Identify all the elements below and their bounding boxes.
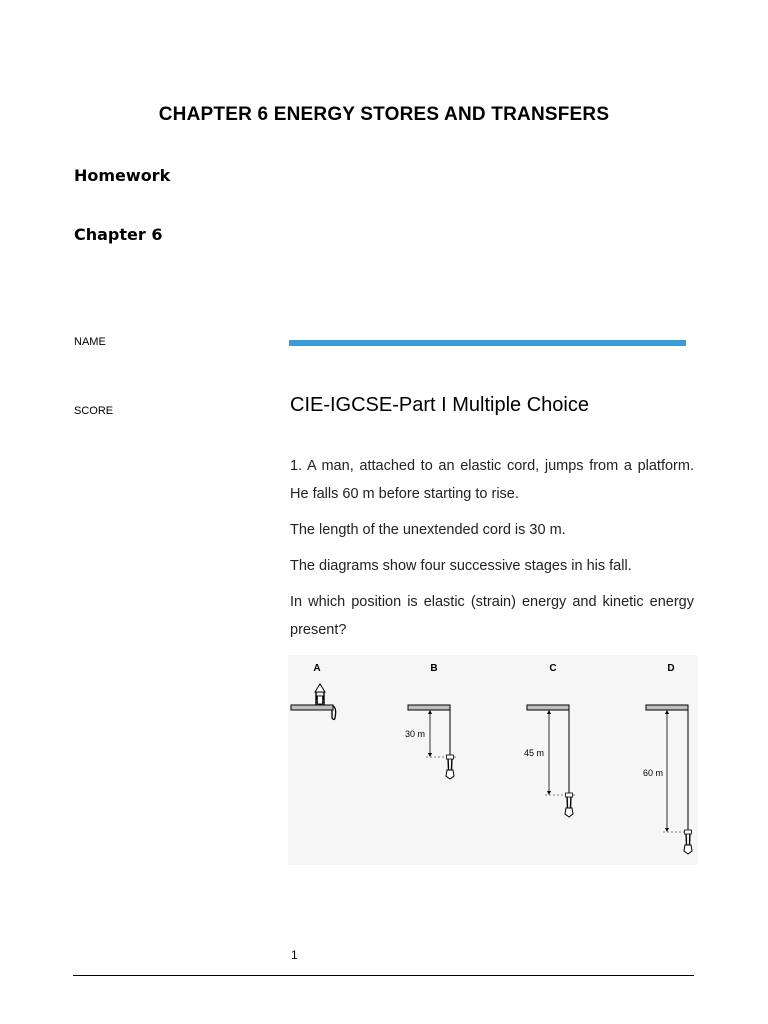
platform: [527, 705, 569, 710]
name-label: NAME: [74, 336, 106, 348]
bungee-diagram: [288, 655, 698, 865]
stage-b: [405, 705, 456, 779]
platform: [408, 705, 450, 710]
question-paragraph: In which position is elastic (strain) energy and kinetic energy present?: [290, 594, 694, 638]
option-label-a: A: [313, 663, 321, 674]
jumper-icon: [684, 830, 692, 854]
distance-label-30: 30 m: [405, 729, 426, 739]
jumper-icon: [446, 755, 454, 779]
section-title: CIE-IGCSE-Part I Multiple Choice: [290, 394, 589, 416]
platform: [646, 705, 688, 710]
stage-a: [291, 684, 336, 720]
score-label: SCORE: [74, 405, 114, 417]
stage-d: [643, 705, 692, 854]
platform: [291, 705, 333, 710]
distance-label-60: 60 m: [643, 768, 664, 778]
page-number: 1: [291, 948, 298, 962]
distance-label-45: 45 m: [524, 748, 545, 758]
name-line: [289, 340, 686, 346]
footer-line: [73, 975, 694, 976]
jumper-icon: [565, 793, 573, 817]
bungee-figure: [288, 655, 698, 865]
stage-c: [524, 705, 575, 817]
question-paragraph: The diagrams show four successive stages in his fall.: [290, 558, 632, 574]
question-paragraph: The length of the unextended cord is 30 m.: [290, 522, 566, 538]
chapter-heading: Chapter 6: [74, 225, 163, 244]
option-label-c: C: [549, 663, 557, 674]
option-label-b: B: [430, 663, 438, 674]
homework-heading: Homework: [74, 166, 171, 185]
option-label-d: D: [667, 663, 675, 674]
chapter-title: CHAPTER 6 ENERGY STORES AND TRANSFERS: [158, 104, 610, 125]
question-paragraph: 1. A man, attached to an elastic cord, jumps from a platform. He falls 60 m before starting to rise.: [290, 458, 694, 502]
question-1: [290, 452, 694, 652]
